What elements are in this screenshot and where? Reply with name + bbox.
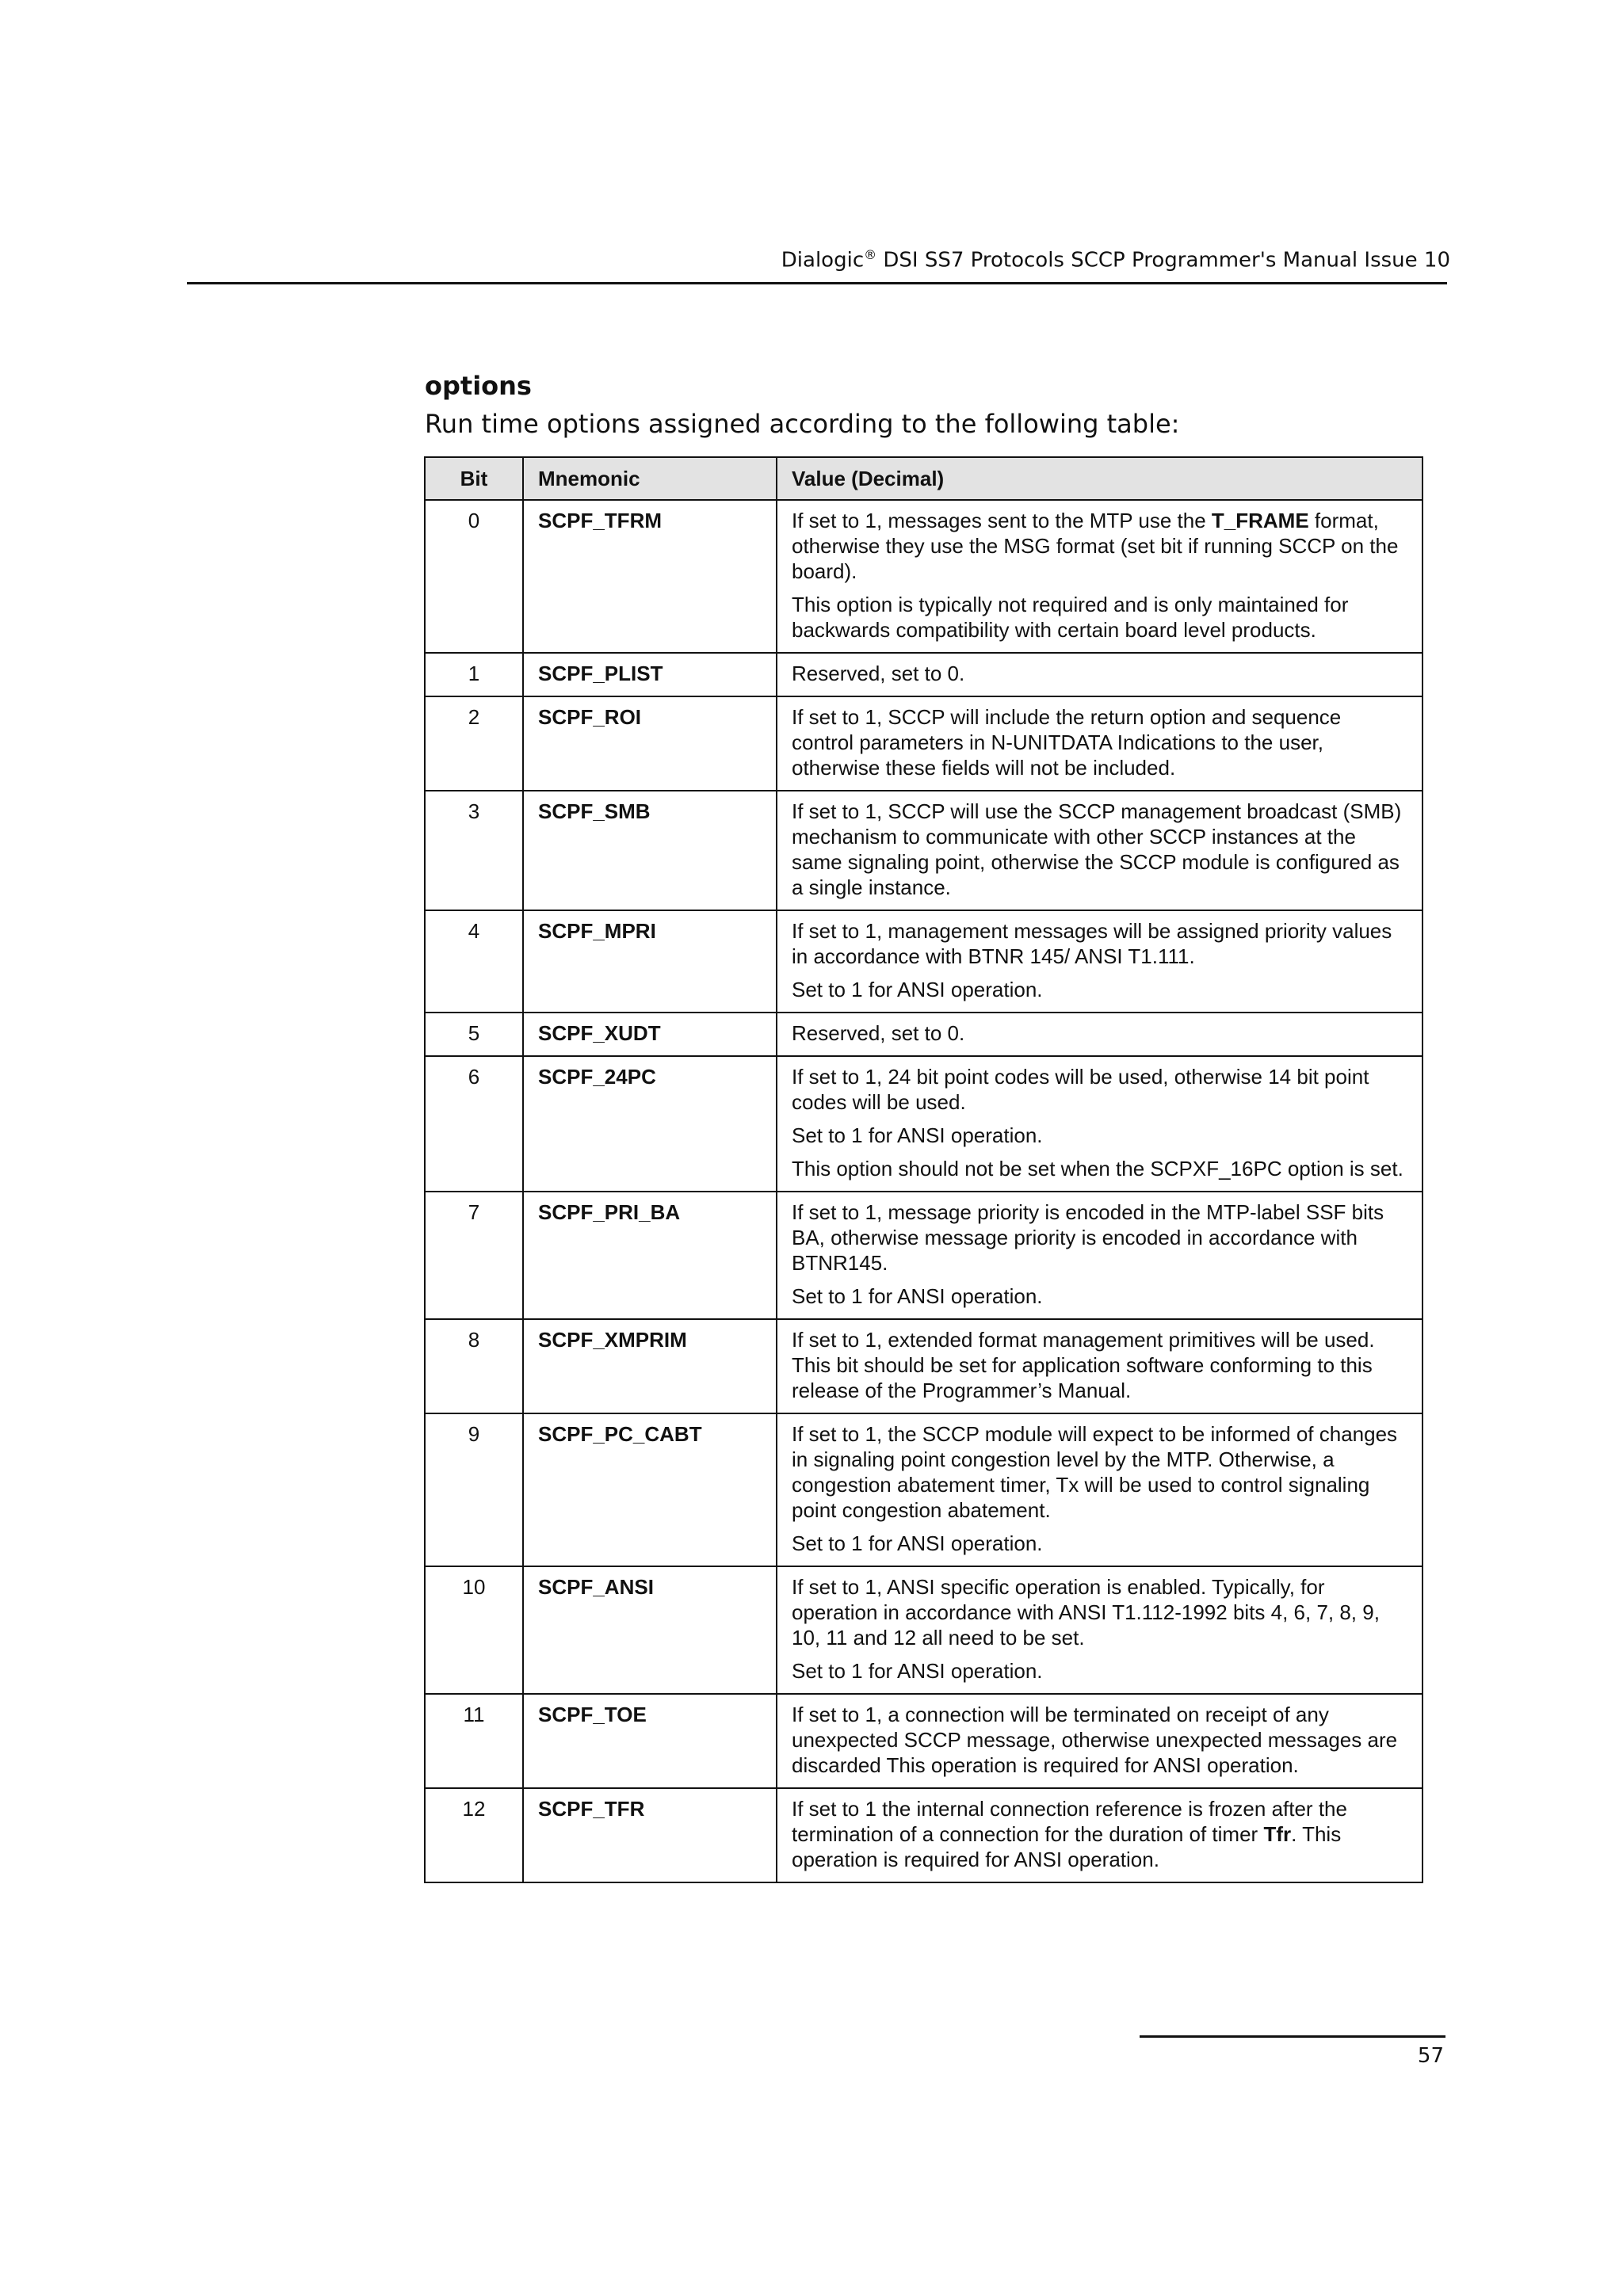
options-table (424, 456, 1423, 1883)
bit-cell: 6 (425, 1056, 523, 1192)
bit-cell: 4 (425, 910, 523, 1013)
bit-cell: 8 (425, 1319, 523, 1413)
column-header-value: Value (Decimal) (777, 457, 1423, 500)
value-paragraph: This option is typically not required and is only maintained for backwards compatibility with certain board level products. (792, 593, 1349, 642)
bit-cell: 0 (425, 500, 523, 653)
mnemonic-cell: SCPF_SMB (523, 791, 777, 910)
table-row (425, 1694, 1423, 1788)
value-paragraph: If set to 1, SCCP will use the SCCP management broadcast (SMB) mechanism to communicate with other SCCP instances at the same signaling point, otherwise the SCCP module is configured as a single instance. (792, 799, 1402, 899)
bit-cell: 9 (425, 1413, 523, 1566)
value-cell (777, 1319, 1423, 1413)
mnemonic-cell: SCPF_24PC (523, 1056, 777, 1192)
mnemonic-cell: SCPF_ANSI (523, 1566, 777, 1694)
value-cell (777, 1413, 1423, 1566)
value-cell (777, 1788, 1423, 1882)
table-row (425, 1056, 1423, 1192)
table-row (425, 791, 1423, 910)
mnemonic-cell: SCPF_PRI_BA (523, 1192, 777, 1319)
table-row (425, 1788, 1423, 1882)
bit-cell: 1 (425, 653, 523, 696)
table-row (425, 1013, 1423, 1056)
bit-cell: 3 (425, 791, 523, 910)
value-paragraph: If set to 1, SCCP will include the return option and sequence control parameters in N-UNITDATA Indications to the user, otherwise these fields will not be included. (792, 705, 1342, 780)
value-cell (777, 1694, 1423, 1788)
value-paragraph: If set to 1, extended format management primitives will be used. This bit should be set for application software conforming to this release of the Programmer’s Manual. (792, 1328, 1375, 1402)
value-cell (777, 1056, 1423, 1192)
mnemonic-cell: SCPF_MPRI (523, 910, 777, 1013)
value-paragraph: Set to 1 for ANSI operation. (792, 978, 1043, 1001)
table-row (425, 910, 1423, 1013)
value-cell (777, 910, 1423, 1013)
section-intro: Run time options assigned according to the following table: (425, 409, 1180, 439)
value-paragraph: Set to 1 for ANSI operation. (792, 1284, 1043, 1308)
header-title: DSI SS7 Protocols SCCP Programmer's Manual Issue 10 (883, 248, 1450, 273)
value-paragraph: If set to 1, messages sent to the MTP use the T_FRAME format, otherwise they use the MSG format (set bit if running SCCP on the board). (792, 509, 1399, 583)
bit-cell: 12 (425, 1788, 523, 1882)
header-brand: Dialogic (781, 248, 865, 273)
value-cell (777, 791, 1423, 910)
table-body (425, 500, 1423, 1882)
value-cell (777, 500, 1423, 653)
mnemonic-cell: SCPF_TFR (523, 1788, 777, 1882)
value-paragraph: If set to 1, management messages will be assigned priority values in accordance with BTNR 145/ ANSI T1.111. (792, 919, 1392, 968)
mnemonic-cell: SCPF_PLIST (523, 653, 777, 696)
value-paragraph: If set to 1, a connection will be terminated on receipt of any unexpected SCCP message, otherwise unexpected messages are discarded This operation is required for ANSI operation. (792, 1703, 1398, 1777)
value-paragraph: If set to 1, 24 bit point codes will be used, otherwise 14 bit point codes will be used. (792, 1065, 1369, 1114)
mnemonic-cell: SCPF_XMPRIM (523, 1319, 777, 1413)
bit-cell: 2 (425, 696, 523, 791)
header-rule (187, 282, 1447, 284)
bit-cell: 5 (425, 1013, 523, 1056)
running-header (781, 247, 1450, 273)
value-paragraph: Set to 1 for ANSI operation. (792, 1531, 1043, 1555)
footer-rule (1140, 2035, 1445, 2038)
value-cell (777, 696, 1423, 791)
page-number: 57 (1417, 2044, 1444, 2068)
table-row (425, 696, 1423, 791)
value-paragraph: Set to 1 for ANSI operation. (792, 1659, 1043, 1683)
column-header-bit: Bit (425, 457, 523, 500)
value-paragraph: If set to 1, the SCCP module will expect to be informed of changes in signaling point congestion level by the MTP. Otherwise, a congestion abatement timer, Tx will be used to control signaling point congestion abatement. (792, 1422, 1398, 1522)
registered-mark: ® (864, 247, 877, 262)
mnemonic-cell: SCPF_TFRM (523, 500, 777, 653)
value-paragraph: If set to 1 the internal connection reference is frozen after the termination of a connection for the duration of timer Tfr. This operation is required for ANSI operation. (792, 1797, 1347, 1871)
table-row (425, 1566, 1423, 1694)
value-cell (777, 653, 1423, 696)
bit-cell: 11 (425, 1694, 523, 1788)
mnemonic-cell: SCPF_PC_CABT (523, 1413, 777, 1566)
emphasis-term: T_FRAME (1211, 509, 1309, 532)
table-row (425, 500, 1423, 653)
emphasis-term: Tfr (1263, 1822, 1292, 1846)
value-cell (777, 1013, 1423, 1056)
header-row (425, 457, 1423, 500)
column-header-mnemonic: Mnemonic (523, 457, 777, 500)
section-title: options (425, 371, 532, 401)
table-row (425, 653, 1423, 696)
table-row (425, 1413, 1423, 1566)
table-row (425, 1319, 1423, 1413)
bit-cell: 10 (425, 1566, 523, 1694)
value-paragraph: If set to 1, message priority is encoded in the MTP-label SSF bits BA, otherwise message priority is encoded in accordance with BTNR145. (792, 1200, 1384, 1275)
value-paragraph: Set to 1 for ANSI operation. (792, 1123, 1043, 1147)
value-paragraph: If set to 1, ANSI specific operation is enabled. Typically, for operation in accordance with ANSI T1.112-1992 bits 4, 6, 7, 8, 9, 10, 11 and 12 all need to be set. (792, 1575, 1380, 1650)
table-row (425, 1192, 1423, 1319)
value-cell (777, 1566, 1423, 1694)
bit-cell: 7 (425, 1192, 523, 1319)
table-header (425, 457, 1423, 500)
value-paragraph: Reserved, set to 0. (792, 662, 965, 685)
value-cell (777, 1192, 1423, 1319)
mnemonic-cell: SCPF_TOE (523, 1694, 777, 1788)
mnemonic-cell: SCPF_XUDT (523, 1013, 777, 1056)
mnemonic-cell: SCPF_ROI (523, 696, 777, 791)
value-paragraph: This option should not be set when the SCPXF_16PC option is set. (792, 1157, 1403, 1180)
value-paragraph: Reserved, set to 0. (792, 1021, 965, 1045)
